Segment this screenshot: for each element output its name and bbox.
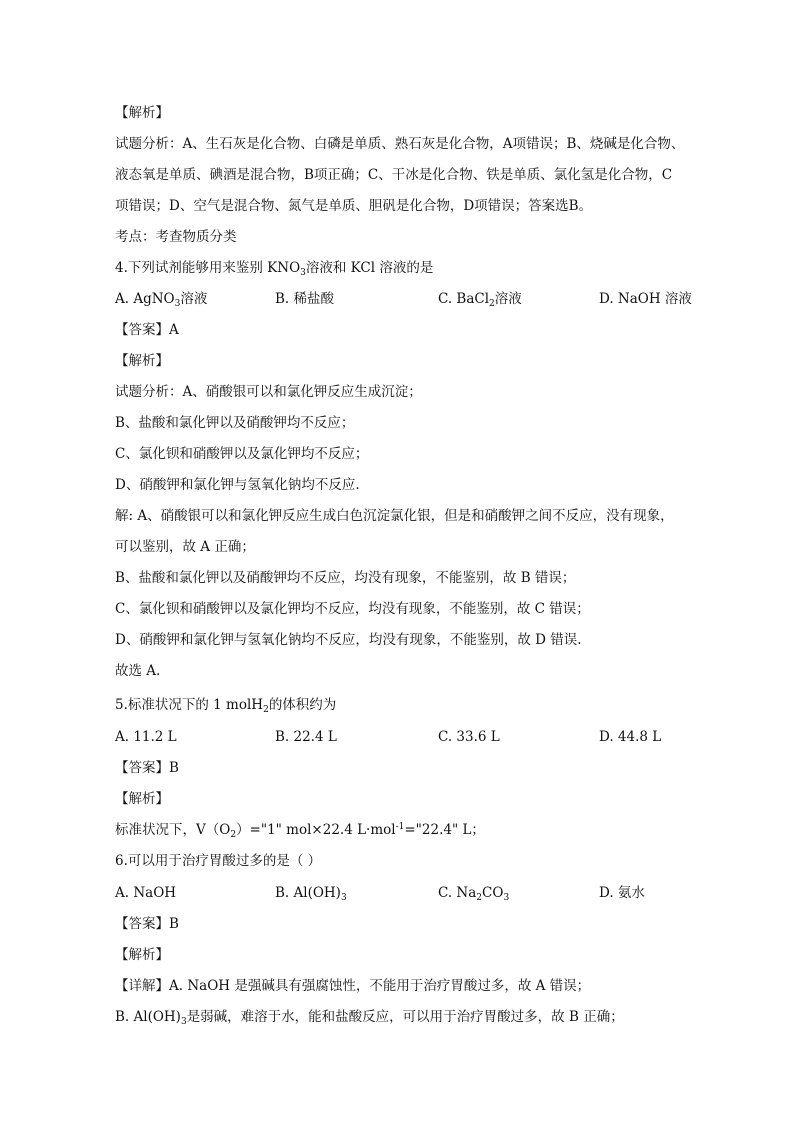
q5-analysis-heading: 【解析】	[115, 791, 169, 807]
q4-analysis-line: D、硝酸钾和氯化钾与氢氧化钠均不反应.	[115, 477, 360, 493]
q4-stem-part: 4.下列试剂能够用来鉴别 KNO	[115, 260, 301, 276]
q6-option-b-sub: 3	[340, 893, 347, 903]
q6-option-c-sub: 2	[476, 893, 483, 903]
q4-option-a-text: 溶液	[180, 291, 208, 307]
q3-analysis-heading: 【解析】	[115, 105, 169, 121]
q4-option-a	[115, 290, 207, 308]
q3-analysis-line-3: 项错误；D、空气是混合物、氮气是单质、胆矾是化合物，D项错误；答案选B。	[115, 198, 593, 214]
q3-analysis-line-1: 试题分析：A、生石灰是化合物、白磷是单质、熟石灰是化合物，A项错误；B、烧碱是化合物、	[115, 136, 685, 152]
q4-analysis-line: 可以鉴别，故 A 正确；	[115, 539, 255, 555]
q5-answer: 【答案】B	[115, 760, 179, 776]
q5-option-d: D. 44.8 L	[599, 729, 662, 745]
q5-option-c: C. 33.6 L	[438, 729, 500, 745]
q6-detail-b	[115, 1008, 624, 1026]
q5-option-b: B. 22.4 L	[275, 729, 337, 745]
q6-option-b	[275, 884, 347, 902]
q5-analysis-part: ="22.4" L；	[404, 822, 485, 838]
q4-analysis-line: 试题分析：A、硝酸银可以和氯化钾反应生成沉淀；	[115, 384, 422, 400]
q4-option-c	[438, 290, 522, 308]
q6-option-c-sub: 3	[503, 893, 510, 903]
q5-analysis-sub: 2	[230, 830, 237, 840]
q5-analysis-part: 标准状况下，V（O	[115, 822, 231, 838]
q6-option-a: A. NaOH	[115, 885, 177, 901]
q6-stem: 6.可以用于治疗胃酸过多的是（ ）	[115, 853, 322, 869]
q4-analysis-line: 故选 A.	[115, 663, 161, 679]
q6-analysis-heading: 【解析】	[115, 947, 169, 963]
q5-stem-part: 5.标准状况下的 1 molH	[115, 697, 264, 713]
q6-detail-b-sub: 3	[180, 1017, 187, 1027]
q4-stem-sub: 3	[300, 268, 306, 278]
q4-option-c-sub: 2	[489, 299, 495, 309]
q4-analysis-line: D、硝酸钾和氯化钾与氢氧化钠均不反应，均没有现象，不能鉴别，故 D 错误.	[115, 632, 582, 648]
q4-option-c-text: 溶液	[494, 291, 522, 307]
q4-analysis-heading: 【解析】	[115, 353, 169, 369]
q5-stem-sub: 2	[263, 705, 269, 715]
q4-stem	[115, 259, 433, 277]
q6-detail-a: 【详解】A. NaOH 是强碱具有强腐蚀性，不能用于治疗胃酸过多，故 A 错误；	[115, 978, 591, 994]
q4-option-a-sub: 3	[174, 299, 181, 309]
q5-stem-part: 的体积约为	[268, 697, 337, 713]
q3-analysis-line-2: 液态氧是单质、碘酒是混合物，B项正确；C、干冰是化合物、铁是单质、氯化氢是化合物，C	[115, 167, 673, 183]
q6-detail-b-part: 是弱碱，难溶于水，能和盐酸反应，可以用于治疗胃酸过多，故 B 正确；	[186, 1009, 624, 1025]
q6-option-c	[438, 884, 509, 902]
q4-analysis-line: B、盐酸和氯化钾以及硝酸钾均不反应，均没有现象，不能鉴别，故 B 错误；	[115, 570, 576, 586]
q5-analysis	[115, 821, 485, 839]
q6-option-c-text: CO	[482, 885, 504, 901]
q6-option-d: D. 氨水	[599, 885, 645, 901]
q4-analysis-line: C、氯化钡和硝酸钾以及氯化钾均不反应，均没有现象，不能鉴别，故 C 错误；	[115, 601, 590, 617]
q6-option-b-text: B. Al(OH)	[275, 885, 341, 901]
q6-answer: 【答案】B	[115, 916, 179, 932]
q4-option-b: B. 稀盐酸	[275, 291, 335, 307]
q4-option-a-text: A. AgNO	[115, 291, 175, 307]
q6-detail-b-part: B. Al(OH)	[115, 1009, 181, 1025]
q4-option-d: D. NaOH 溶液	[599, 291, 692, 307]
q6-option-c-text: C. Na	[438, 885, 477, 901]
q5-stem	[115, 696, 336, 714]
q4-answer: 【答案】A	[115, 322, 179, 338]
q4-analysis-line: B、盐酸和氯化钾以及硝酸钾均不反应；	[115, 415, 355, 431]
q4-analysis-line: 解: A、硝酸银可以和氯化钾反应生成白色沉淀氯化银，但是和硝酸钾之间不反应，没有现象，	[115, 508, 674, 524]
q4-option-c-text: C. BaCl	[438, 291, 490, 307]
q4-stem-part: 溶液和 KCl 溶液的是	[305, 260, 434, 276]
q5-analysis-sup: -1	[395, 822, 405, 832]
q5-option-a: A. 11.2 L	[115, 729, 177, 745]
q5-analysis-part: ）="1" mol×22.4 L·mol	[236, 822, 396, 838]
q4-analysis-line: C、氯化钡和硝酸钾以及氯化钾均不反应；	[115, 446, 369, 462]
q3-kaodian: 考点：考查物质分类	[115, 229, 237, 245]
